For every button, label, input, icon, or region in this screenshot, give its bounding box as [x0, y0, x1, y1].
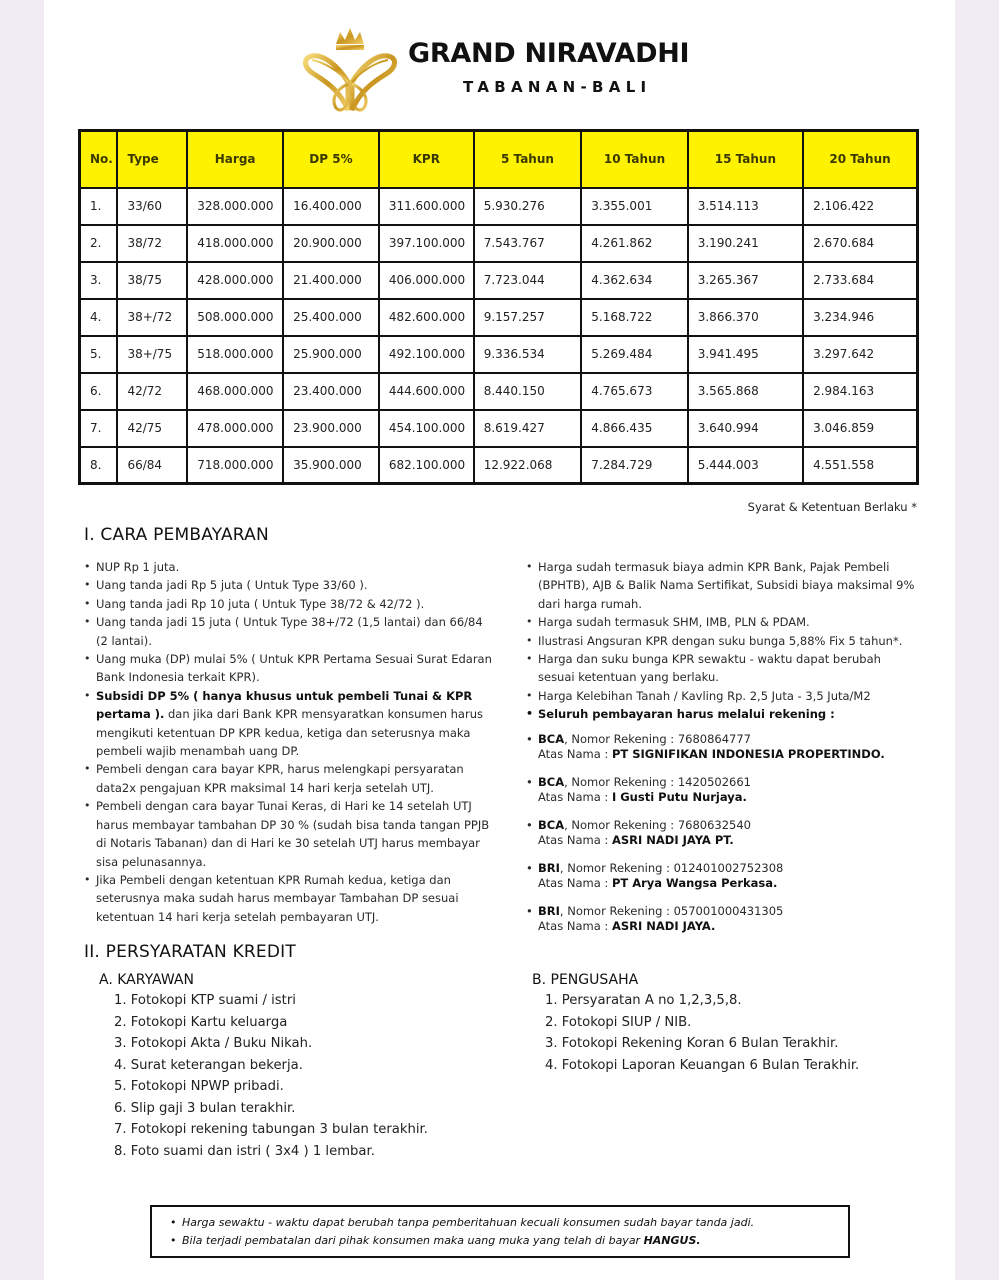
account-number: 1420502661 [677, 775, 751, 789]
cell-10-tahun: 7.284.729 [581, 447, 687, 484]
payment-terms-list-left [84, 558, 494, 926]
column-header-harga: Harga [187, 131, 283, 188]
cell-15-tahun: 3.866.370 [688, 299, 803, 336]
cell-dp: 25.900.000 [283, 336, 379, 373]
holder-name: PT Arya Wangsa Perkasa. [611, 876, 778, 890]
disclaimer-line [170, 1232, 848, 1250]
cell-20-tahun: 3.046.859 [803, 410, 917, 447]
list-item: 5. Fotokopi NPWP pribadi. [114, 1079, 284, 1094]
cell-harga: 418.000.000 [187, 225, 283, 262]
account-label: , Nomor Rekening : [564, 732, 678, 746]
cell-kpr: 492.100.000 [379, 336, 474, 373]
cell-5-tahun: 8.619.427 [474, 410, 582, 447]
subsidi-bold-text: Subsidi DP 5% ( hanya khusus untuk pembeli Tunai & KPR pertama ). [96, 688, 473, 722]
cell-5-tahun: 7.543.767 [474, 225, 582, 262]
holder-label: Atas Nama : [538, 747, 612, 761]
list-item: 1. Fotokopi KTP suami / istri [114, 993, 296, 1008]
cell-type: 38+/72 [117, 299, 187, 336]
cell-5-tahun: 7.723.044 [474, 262, 582, 299]
cell-15-tahun: 3.565.868 [688, 373, 803, 410]
cell-5-tahun: 12.922.068 [474, 447, 582, 484]
list-item: • NUP Rp 1 juta. [84, 558, 494, 576]
cell-5-tahun: 8.440.150 [474, 373, 582, 410]
bank-account-item [526, 904, 926, 934]
disclaimer-bold-text: HANGUS. [643, 1234, 701, 1247]
table-row [80, 336, 918, 373]
cell-20-tahun: 2.984.163 [803, 373, 917, 410]
table-row [80, 299, 918, 336]
cell-harga: 478.000.000 [187, 410, 283, 447]
list-item: • Harga dan suku bunga KPR sewaktu - waktu dapat berubah sesuai ketentuan yang berlaku. [526, 650, 921, 687]
cell-no: 8. [80, 447, 118, 484]
list-item: • Uang muka (DP) mulai 5% ( Untuk KPR Pertama Sesuai Surat Edaran Bank Indonesia terkait KPR). [84, 650, 494, 687]
list-item: • Pembeli dengan cara bayar Tunai Keras, di Hari ke 14 setelah UTJ harus membayar tambahan DP 30 % (sudah bisa tanda tangan PPJB di Notaris Tabanan) dan di Hari ke 30 setelah UTJ harus membayar sisa pelunasannya. [84, 797, 494, 871]
column-header-kpr: KPR [379, 131, 474, 188]
pengusaha-requirements-list [545, 990, 859, 1076]
cell-harga: 508.000.000 [187, 299, 283, 336]
list-item: • Jika Pembeli dengan ketentuan KPR Rumah kedua, ketiga dan seterusnya maka sudah harus membayar Tambahan DP sesuai ketentuan 14 hari kerja setelah pembayaran UTJ. [84, 871, 494, 926]
column-header-10-tahun: 10 Tahun [581, 131, 687, 188]
cell-no: 3. [80, 262, 118, 299]
cell-type: 66/84 [117, 447, 187, 484]
cell-20-tahun: 2.670.684 [803, 225, 917, 262]
bank-account-item [526, 818, 926, 848]
account-number: 057001000431305 [673, 904, 784, 918]
holder-name: ASRI NADI JAYA PT. [611, 833, 734, 847]
cell-type: 38/75 [117, 262, 187, 299]
column-header-5-tahun: 5 Tahun [474, 131, 582, 188]
cell-15-tahun: 3.265.367 [688, 262, 803, 299]
cell-kpr: 406.000.000 [379, 262, 474, 299]
column-header-15-tahun: 15 Tahun [688, 131, 803, 188]
cell-no: 4. [80, 299, 118, 336]
cell-type: 42/72 [117, 373, 187, 410]
cell-harga: 468.000.000 [187, 373, 283, 410]
list-item: • Pembeli dengan cara bayar KPR, harus melengkapi persyaratan data2x pengajuan KPR maksimal 14 hari kerja setelah UTJ. [84, 760, 494, 797]
bank-name: BCA [538, 818, 565, 832]
holder-label: Atas Nama : [538, 833, 612, 847]
cell-20-tahun: 4.551.558 [803, 447, 917, 484]
disclaimer-box [150, 1205, 850, 1258]
bank-account-item [526, 732, 926, 762]
cell-harga: 518.000.000 [187, 336, 283, 373]
price-table [78, 129, 919, 485]
holder-name: PT SIGNIFIKAN INDONESIA PROPERTINDO. [611, 747, 885, 761]
subsection-title-karyawan: A. KARYAWAN [99, 972, 194, 988]
cell-5-tahun: 9.336.534 [474, 336, 582, 373]
holder-label: Atas Nama : [538, 790, 612, 804]
list-item: • Seluruh pembayaran harus melalui rekening : [526, 705, 921, 723]
account-number: 7680632540 [677, 818, 751, 832]
cell-dp: 35.900.000 [283, 447, 379, 484]
cell-15-tahun: 3.640.994 [688, 410, 803, 447]
cell-5-tahun: 9.157.257 [474, 299, 582, 336]
bank-account-item [526, 775, 926, 805]
subsidi-text: dan jika dari Bank KPR mensyaratkan konsumen harus mengikuti ketentuan DP KPR kedua, ketiga dan seterusnya maka pembeli wajib menambah uang DP. [96, 707, 483, 759]
cell-dp: 23.900.000 [283, 410, 379, 447]
bank-name: BRI [538, 861, 560, 875]
disclaimer-text: Bila terjadi pembatalan dari pihak konsumen maka uang muka yang telah di bayar [182, 1234, 644, 1247]
cell-kpr: 454.100.000 [379, 410, 474, 447]
cell-dp: 25.400.000 [283, 299, 379, 336]
cell-type: 38+/75 [117, 336, 187, 373]
cell-dp: 20.900.000 [283, 225, 379, 262]
column-header-type: Type [117, 131, 187, 188]
cell-dp: 23.400.000 [283, 373, 379, 410]
column-header-20-tahun: 20 Tahun [803, 131, 917, 188]
account-label: , Nomor Rekening : [559, 861, 674, 875]
bank-name: BCA [538, 732, 565, 746]
list-item: 3. Fotokopi Akta / Buku Nikah. [114, 1036, 313, 1051]
terms-note: Syarat & Ketentuan Berlaku * [747, 500, 917, 514]
cell-no: 1. [80, 188, 118, 225]
cell-20-tahun: 3.297.642 [803, 336, 917, 373]
table-row [80, 262, 918, 299]
list-item [84, 687, 494, 761]
cell-harga: 328.000.000 [187, 188, 283, 225]
bank-accounts-list [526, 732, 926, 947]
cell-kpr: 682.100.000 [379, 447, 474, 484]
cell-20-tahun: 2.106.422 [803, 188, 917, 225]
cell-10-tahun: 4.362.634 [581, 262, 687, 299]
list-item: • Uang tanda jadi Rp 5 juta ( Untuk Type 33/60 ). [84, 576, 494, 594]
list-item: • Uang tanda jadi 15 juta ( Untuk Type 38+/72 (1,5 lantai) dan 66/84 (2 lantai). [84, 613, 494, 650]
table-row [80, 225, 918, 262]
list-item: 2. Fotokopi SIUP / NIB. [545, 1014, 692, 1030]
cell-kpr: 444.600.000 [379, 373, 474, 410]
cell-5-tahun: 5.930.276 [474, 188, 582, 225]
account-label: , Nomor Rekening : [564, 775, 678, 789]
list-item: 4. Surat keterangan bekerja. [114, 1057, 303, 1073]
section-title-cara-pembayaran: I. CARA PEMBAYARAN [84, 525, 269, 545]
cell-no: 2. [80, 225, 118, 262]
disclaimer-line: • Harga sewaktu - waktu dapat berubah tanpa pemberitahuan kecuali konsumen sudah bayar tanda jadi. [170, 1214, 848, 1232]
table-row [80, 410, 918, 447]
cell-15-tahun: 3.514.113 [688, 188, 803, 225]
account-label: , Nomor Rekening : [564, 818, 678, 832]
list-item: 8. Foto suami dan istri ( 3x4 ) 1 lembar. [114, 1143, 375, 1159]
table-row [80, 188, 918, 225]
account-label: , Nomor Rekening : [559, 904, 674, 918]
cell-kpr: 482.600.000 [379, 299, 474, 336]
cell-type: 33/60 [117, 188, 187, 225]
list-item: 4. Fotokopi Laporan Keuangan 6 Bulan Terakhir. [545, 1057, 860, 1073]
cell-10-tahun: 3.355.001 [581, 188, 687, 225]
cell-type: 42/75 [117, 410, 187, 447]
cell-20-tahun: 3.234.946 [803, 299, 917, 336]
cell-10-tahun: 4.261.862 [581, 225, 687, 262]
column-header-dp: DP 5% [283, 131, 379, 188]
cell-10-tahun: 5.269.484 [581, 336, 687, 373]
cell-harga: 718.000.000 [187, 447, 283, 484]
cell-10-tahun: 5.168.722 [581, 299, 687, 336]
table-header-row [80, 131, 918, 188]
table-row [80, 447, 918, 484]
holder-name: I Gusti Putu Nurjaya. [611, 790, 747, 804]
bank-account-item [526, 861, 926, 891]
subsection-title-pengusaha: B. PENGUSAHA [532, 972, 639, 988]
cell-10-tahun: 4.866.435 [581, 410, 687, 447]
table-row [80, 373, 918, 410]
cell-kpr: 397.100.000 [379, 225, 474, 262]
brand-subtitle: TABANAN-BALI [463, 78, 652, 96]
cell-type: 38/72 [117, 225, 187, 262]
cell-15-tahun: 5.444.003 [688, 447, 803, 484]
cell-no: 7. [80, 410, 118, 447]
cell-15-tahun: 3.941.495 [688, 336, 803, 373]
cell-10-tahun: 4.765.673 [581, 373, 687, 410]
bank-name: BRI [538, 904, 560, 918]
cell-harga: 428.000.000 [187, 262, 283, 299]
list-item: • Harga Kelebihan Tanah / Kavling Rp. 2,5 Juta - 3,5 Juta/M2 [526, 687, 921, 705]
list-item: 7. Fotokopi rekening tabungan 3 bulan terakhir. [114, 1122, 428, 1137]
holder-label: Atas Nama : [538, 919, 612, 933]
list-item: 1. Persyaratan A no 1,2,3,5,8. [545, 993, 742, 1008]
payment-terms-list-right [526, 558, 921, 724]
account-number: 7680864777 [677, 732, 751, 746]
butterfly-crown-logo-icon [300, 22, 400, 118]
brand-title: GRAND NIRAVADHI [408, 38, 690, 69]
list-item: 3. Fotokopi Rekening Koran 6 Bulan Terakhir. [545, 1036, 839, 1051]
list-item: • Harga sudah termasuk biaya admin KPR Bank, Pajak Pembeli (BPHTB), AJB & Balik Nama Sertifikat, Subsidi biaya maksimal 9% dari harga rumah. [526, 558, 921, 613]
column-header-no: No. [80, 131, 118, 188]
holder-label: Atas Nama : [538, 876, 612, 890]
cell-dp: 16.400.000 [283, 188, 379, 225]
cell-kpr: 311.600.000 [379, 188, 474, 225]
cell-dp: 21.400.000 [283, 262, 379, 299]
cell-no: 6. [80, 373, 118, 410]
karyawan-requirements-list [114, 990, 428, 1162]
list-item: • Ilustrasi Angsuran KPR dengan suku bunga 5,88% Fix 5 tahun*. [526, 632, 921, 650]
list-item: • Uang tanda jadi Rp 10 juta ( Untuk Type 38/72 & 42/72 ). [84, 595, 494, 613]
section-title-persyaratan-kredit: II. PERSYARATAN KREDIT [84, 942, 296, 962]
holder-name: ASRI NADI JAYA. [611, 919, 716, 933]
list-item: • Harga sudah termasuk SHM, IMB, PLN & PDAM. [526, 613, 921, 631]
bank-name: BCA [538, 775, 565, 789]
account-number: 012401002752308 [673, 861, 784, 875]
cell-20-tahun: 2.733.684 [803, 262, 917, 299]
list-item: 2. Fotokopi Kartu keluarga [114, 1014, 288, 1030]
list-item: 6. Slip gaji 3 bulan terakhir. [114, 1100, 296, 1116]
cell-no: 5. [80, 336, 118, 373]
cell-15-tahun: 3.190.241 [688, 225, 803, 262]
